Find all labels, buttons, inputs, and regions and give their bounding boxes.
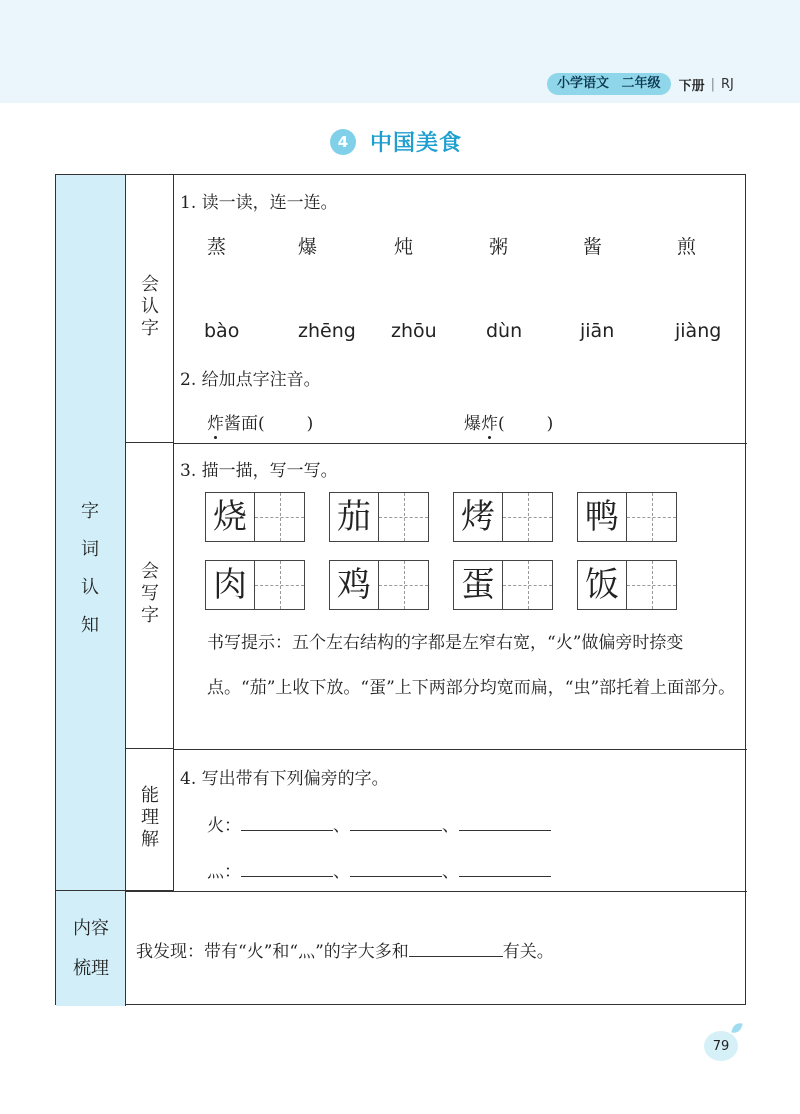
header-divider: | [710, 76, 715, 92]
summary-label: 内容梳理 [73, 918, 109, 979]
q4-row-fire [207, 811, 551, 836]
q1-prompt: 1. 读一读，连一连。 [180, 193, 338, 213]
row-divider [174, 749, 747, 750]
writing-grid[interactable] [453, 560, 553, 610]
writing-grid[interactable] [329, 560, 429, 610]
q3-prompt: 3. 描一描，写一写。 [180, 461, 338, 481]
q1-pinyin[interactable]: jiān [580, 320, 615, 342]
answer-blank[interactable] [350, 876, 442, 877]
q1-pinyin[interactable]: zhōu [391, 320, 437, 342]
dotted-char: 炸 [481, 409, 498, 434]
grid-char: 茄 [330, 493, 379, 541]
grid-blank[interactable] [379, 493, 428, 541]
q2-item-2-text: 爆 [464, 414, 481, 434]
word-cognition-column [56, 175, 126, 891]
grid-char: 蛋 [454, 561, 503, 609]
dotted-char: 炸 [207, 409, 224, 434]
write-cell [126, 443, 174, 749]
grid-char: 饭 [578, 561, 627, 609]
word-cognition-label [56, 493, 126, 645]
writing-grid[interactable] [453, 492, 553, 542]
lesson-heading [330, 126, 462, 157]
grid-blank[interactable] [627, 561, 676, 609]
separator: 、 [442, 862, 459, 882]
answer-blank[interactable] [350, 830, 442, 831]
q2-prompt: 2. 给加点字注音。 [180, 370, 321, 390]
q1-char[interactable]: 粥 [489, 236, 509, 258]
grade-label: 二年级 [621, 76, 661, 91]
write-label: 会写字 [141, 561, 159, 626]
q4-prompt: 4. 写出带有下列偏旁的字。 [180, 769, 389, 789]
summary-sentence [136, 937, 554, 962]
q2-item-2-close: ) [546, 414, 554, 434]
answer-blank[interactable] [409, 956, 503, 957]
writing-grid[interactable] [577, 560, 677, 610]
q1-pinyin[interactable]: jiàng [675, 320, 722, 342]
leaf-icon [731, 1021, 743, 1035]
separator: 、 [333, 862, 350, 882]
grid-char: 肉 [206, 561, 255, 609]
writing-hint: 书写提示：五个左右结构的字都是左窄右宽，“火”做偏旁时捺变点。“茄”上收下放。“蛋”上下两部分均宽而扁，“虫”部托着上面部分。 [207, 633, 736, 698]
answer-blank[interactable] [241, 876, 333, 877]
summary-text-before: 我发现：带有“火”和“灬”的字大多和 [136, 942, 409, 962]
volume-label: 下册 [678, 78, 705, 94]
answer-blank[interactable] [459, 830, 551, 831]
grid-char: 烤 [454, 493, 503, 541]
lesson-number-badge: 4 [330, 129, 356, 155]
writing-grid[interactable] [329, 492, 429, 542]
summary-label-wrap [56, 909, 126, 989]
grid-blank[interactable] [379, 561, 428, 609]
grid-char: 烧 [206, 493, 255, 541]
answer-blank[interactable] [459, 876, 551, 877]
radical-fire: 火： [207, 816, 241, 836]
row-divider [126, 891, 747, 892]
grid-blank[interactable] [255, 493, 304, 541]
q1-pinyin[interactable]: dùn [486, 320, 523, 342]
q1-char[interactable]: 煎 [677, 236, 697, 258]
worksheet-table [55, 174, 746, 1005]
recognize-cell [126, 175, 174, 443]
q2-item-1 [207, 409, 313, 434]
writing-grid[interactable] [205, 492, 305, 542]
writing-grid[interactable] [205, 560, 305, 610]
understand-label: 能理解 [141, 785, 159, 850]
subject-label: 小学语文 [557, 76, 610, 91]
edition-label: RJ [720, 76, 734, 92]
grid-blank[interactable] [627, 493, 676, 541]
q1-pinyin[interactable]: zhēng [298, 320, 356, 342]
q1-char[interactable]: 炖 [394, 236, 414, 258]
separator: 、 [333, 816, 350, 836]
page-number: 79 [704, 1031, 738, 1061]
q1-char[interactable]: 蒸 [207, 236, 227, 258]
row-divider [174, 443, 747, 444]
q1-char[interactable]: 爆 [298, 236, 318, 258]
radical-dots: 灬： [207, 862, 241, 882]
book-info [547, 73, 734, 95]
q2-item-1-text: 酱面( [224, 414, 265, 434]
lesson-title: 中国美食 [370, 131, 463, 156]
q2-item-1-close: ) [306, 414, 314, 434]
summary-column [56, 891, 126, 1006]
q1-pinyin[interactable]: bào [204, 320, 240, 342]
q1-char[interactable]: 酱 [583, 236, 603, 258]
answer-blank[interactable] [241, 830, 333, 831]
q4-row-dots [207, 857, 551, 882]
grid-blank[interactable] [503, 561, 552, 609]
recognize-label: 会认字 [141, 274, 159, 339]
q2-item-2-open: ( [498, 414, 505, 434]
grid-char: 鸭 [578, 493, 627, 541]
subject-grade-pill [547, 73, 671, 95]
summary-text-after: 有关。 [502, 942, 554, 962]
understand-cell [126, 749, 174, 891]
grid-blank[interactable] [503, 493, 552, 541]
q2-item-2 [464, 409, 553, 434]
writing-grid[interactable] [577, 492, 677, 542]
grid-char: 鸡 [330, 561, 379, 609]
separator: 、 [442, 816, 459, 836]
word-cognition-label-text: 字词认知 [81, 501, 101, 636]
grid-blank[interactable] [255, 561, 304, 609]
